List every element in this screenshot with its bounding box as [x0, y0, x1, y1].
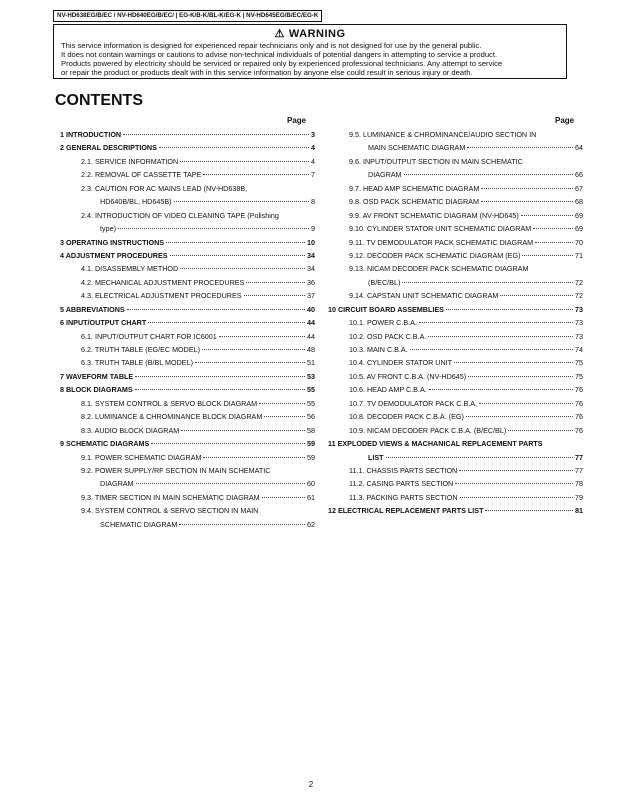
toc-entry-label: 9.8. OSD PACK SCHEMATIC DIAGRAM: [349, 197, 479, 207]
toc-entry-label: 6.1. INPUT/OUTPUT CHART FOR IC6001: [81, 331, 217, 341]
toc-leader-dots: [174, 200, 309, 202]
toc-leader-dots: [500, 294, 573, 296]
toc-leader-dots: [262, 496, 305, 498]
toc-entry-label: 9.5. LUMINANCE & CHROMINANCE/AUDIO SECTION IN: [349, 130, 537, 139]
toc-entry-page: 75: [575, 358, 583, 368]
toc-entry-label: 10.9. NICAM DECODER PACK C.B.A. (B/EC/BL): [349, 425, 507, 435]
toc-entry-label: 7 WAVEFORM TABLE: [60, 371, 134, 381]
toc-entry: [328, 276, 583, 289]
toc-entry: [328, 410, 583, 423]
toc-entry-label: 8 BLOCK DIAGRAMS: [60, 385, 133, 395]
toc-entry-label: 6 INPUT/OUTPUT CHART: [60, 318, 147, 328]
toc-entry-label: 10.4. CYLINDER STATOR UNIT: [349, 358, 453, 368]
toc-entry: [328, 168, 583, 181]
toc-entry-label: 9.14. CAPSTAN UNIT SCHEMATIC DIAGRAM: [349, 291, 499, 301]
toc-leader-dots: [479, 402, 573, 404]
page-number: 2: [308, 780, 314, 789]
toc-entry-page: 48: [307, 345, 315, 354]
toc-entry-page: 77: [575, 465, 583, 475]
toc-entry: [328, 397, 583, 410]
toc-leader-dots: [521, 214, 573, 216]
toc-entry-label: 2.1. SERVICE INFORMATION: [81, 156, 179, 166]
toc-entry-label: 10.1. POWER C.B.A.: [349, 318, 417, 328]
toc-entry-label: 9.3. TIMER SECTION IN MAIN SCHEMATIC DIAGRAM: [81, 492, 260, 502]
toc-entry: [60, 330, 315, 343]
toc-entry: [60, 236, 315, 249]
warning-title: [54, 27, 566, 40]
toc-leader-dots: [533, 227, 573, 229]
toc-leader-dots: [429, 388, 573, 390]
toc-leader-dots: [136, 482, 305, 484]
toc-entry-label: type): [100, 224, 116, 234]
toc-entry: [328, 330, 583, 343]
toc-entry-label: MAIN SCHEMATIC DIAGRAM: [368, 143, 466, 153]
toc-entry-page: 59: [307, 439, 315, 449]
warning-box: [53, 24, 567, 79]
toc-entry: [60, 451, 315, 464]
toc-leader-dots: [219, 335, 305, 337]
toc-entry: [328, 141, 583, 154]
toc-entry: [60, 504, 315, 517]
toc-entry: [60, 155, 315, 168]
toc-entry-label: 9.12. DECODER PACK SCHEMATIC DIAGRAM (EG): [349, 250, 521, 260]
toc-entry: [60, 343, 315, 356]
toc-entry-label: 10.3. MAIN C.B.A.: [349, 345, 408, 354]
toc-entry: [328, 437, 583, 450]
toc-leader-dots: [386, 456, 573, 458]
toc-entry-label: 9.1. POWER SCHEMATIC DIAGRAM: [81, 452, 202, 462]
toc-entry: [328, 128, 583, 141]
warning-title-text: WARNING: [288, 28, 346, 40]
toc-entry: [328, 236, 583, 249]
toc-entry-page: 72: [575, 291, 583, 301]
toc-entry-page: 58: [307, 425, 315, 435]
toc-entry-page: 67: [575, 183, 583, 193]
toc-entry-page: 37: [307, 291, 315, 301]
toc-entry-page: 64: [575, 143, 583, 153]
toc-leader-dots: [404, 173, 573, 175]
toc-leader-dots: [455, 482, 573, 484]
toc-entry: [328, 343, 583, 356]
toc-entry-page: 76: [575, 412, 583, 422]
toc-entry: [60, 209, 315, 222]
toc-entry-label: 6.2. TRUTH TABLE (EG/EC MODEL): [81, 345, 201, 354]
toc-entry-label: 11 EXPLODED VIEWS & MACHANICAL REPLACEMENT PARTS: [328, 439, 543, 449]
toc-entry-label: SCHEMATIC DIAGRAM: [100, 519, 178, 529]
toc-leader-dots: [195, 361, 305, 363]
toc-leader-dots: [535, 241, 573, 243]
toc-leader-dots: [203, 173, 309, 175]
toc-entry-page: 53: [307, 371, 315, 381]
toc-entry: [60, 356, 315, 369]
toc-entry: [60, 410, 315, 423]
toc-entry-page: 69: [575, 210, 583, 220]
toc-entry: [328, 316, 583, 329]
toc-entry-page: 73: [575, 304, 583, 314]
toc-entry-page: 44: [307, 318, 315, 328]
toc-entry-page: 73: [575, 318, 583, 328]
toc-leader-dots: [166, 241, 305, 243]
toc-entry-page: 9: [311, 224, 315, 234]
toc-entry-page: 76: [575, 398, 583, 408]
toc-entry-page: 77: [575, 452, 583, 462]
toc-entry-label: 2.2. REMOVAL OF CASSETTE TAPE: [81, 170, 202, 180]
model-header: NV-HD638EG/B/EC / NV-HD640EG/B/EC/ | EG-K/B-K/BL-K/EG-K | NV-HD645EG/B/EC/EG-K: [53, 10, 322, 22]
page-label-left: Page: [287, 116, 307, 125]
toc-entry-page: 75: [575, 371, 583, 381]
toc-entry: [328, 477, 583, 490]
toc-entry: [60, 437, 315, 450]
toc-entry-page: 59: [307, 452, 315, 462]
toc-entry: [328, 195, 583, 208]
toc-leader-dots: [459, 469, 573, 471]
toc-entry-label: 4.2. MECHANICAL ADJUSTMENT PROCEDURES: [81, 277, 245, 287]
toc-entry-label: 10.7. TV DEMODULATOR PACK C.B.A.: [349, 398, 478, 408]
toc-leader-dots: [508, 429, 573, 431]
toc-entry-page: 34: [307, 264, 315, 274]
contents-title: CONTENTS: [55, 92, 143, 109]
toc-entry-page: 73: [575, 331, 583, 341]
toc-leader-dots: [151, 442, 305, 444]
toc-entry-page: 36: [307, 277, 315, 287]
toc-entry-label: 9.4. SYSTEM CONTROL & SERVO SECTION IN MAIN: [81, 506, 259, 516]
toc-entry-label: 8.3. AUDIO BLOCK DIAGRAM: [81, 425, 180, 435]
toc-entry: [60, 424, 315, 437]
toc-leader-dots: [259, 402, 305, 404]
toc-entry: [328, 155, 583, 168]
toc-entry: [60, 128, 315, 141]
toc-entry-page: 72: [575, 277, 583, 287]
toc-leader-dots: [428, 335, 573, 337]
toc-entry: [328, 303, 583, 316]
toc-entry-page: 76: [575, 425, 583, 435]
toc-entry-page: 74: [575, 345, 583, 354]
toc-entry-label: 4.1. DISASSEMBLY METHOD: [81, 264, 179, 274]
toc-entry: [328, 262, 583, 275]
toc-entry-label: 8.1. SYSTEM CONTROL & SERVO BLOCK DIAGRAM: [81, 398, 258, 408]
toc-leader-dots: [410, 348, 573, 350]
toc-entry: [60, 182, 315, 195]
toc-entry-page: 3: [311, 130, 315, 139]
toc-entry: [60, 262, 315, 275]
toc-entry: [328, 383, 583, 396]
toc-leader-dots: [481, 187, 573, 189]
toc-entry-label: 4.3. ELECTRICAL ADJUSTMENT PROCEDURES: [81, 291, 242, 301]
toc-entry-page: 81: [575, 506, 583, 516]
toc-right-column: [328, 128, 583, 518]
toc-entry-page: 8: [311, 197, 315, 207]
toc-leader-dots: [468, 375, 573, 377]
toc-entry-page: 40: [307, 304, 315, 314]
toc-entry-label: 9.7. HEAD AMP SCHEMATIC DIAGRAM: [349, 183, 480, 193]
toc-entry-label: 4 ADJUSTMENT PROCEDURES: [60, 250, 168, 260]
toc-entry-page: 71: [575, 250, 583, 260]
toc-leader-dots: [460, 496, 573, 498]
toc-leader-dots: [180, 160, 309, 162]
toc-entry-label: 10.6. HEAD AMP C.B.A.: [349, 385, 427, 395]
toc-entry: [328, 491, 583, 504]
warning-text: [61, 41, 502, 77]
toc-entry: [60, 289, 315, 302]
warning-line: or repair the product or products dealt with in this service information by anyone else could result in serious injury or death.: [61, 68, 473, 77]
toc-leader-dots: [481, 200, 573, 202]
toc-entry-label: 6.3. TRUTH TABLE (B/BL MODEL): [81, 358, 193, 368]
toc-entry-label: 11.2. CASING PARTS SECTION: [349, 479, 454, 489]
toc-entry: [60, 195, 315, 208]
toc-entry-label: 12 ELECTRICAL REPLACEMENT PARTS LIST: [328, 506, 484, 516]
toc-entry: [328, 249, 583, 262]
toc-entry: [328, 464, 583, 477]
toc-entry-label: 9.11. TV DEMODULATOR PACK SCHEMATIC DIAGRAM: [349, 237, 534, 247]
toc-entry: [60, 276, 315, 289]
toc-leader-dots: [118, 227, 309, 229]
toc-entry-label: DIAGRAM: [100, 479, 134, 489]
toc-leader-dots: [466, 415, 573, 417]
toc-leader-dots: [485, 509, 573, 511]
toc-entry-page: 79: [575, 492, 583, 502]
toc-leader-dots: [419, 321, 573, 323]
toc-entry-label: 9.9. AV FRONT SCHEMATIC DIAGRAM (NV-HD645): [349, 210, 519, 220]
toc-entry-label: 9.2. POWER SUPPLY/RF SECTION IN MAIN SCHEMATIC: [81, 465, 271, 475]
toc-entry-page: 62: [307, 519, 315, 529]
toc-entry: [60, 383, 315, 396]
toc-left-column: [60, 128, 315, 531]
toc-leader-dots: [244, 294, 305, 296]
toc-entry-label: 9.13. NICAM DECODER PACK SCHEMATIC DIAGRAM: [349, 264, 529, 274]
toc-entry: [60, 249, 315, 262]
toc-entry-page: 7: [311, 170, 315, 180]
toc-entry-label: HD640B/BL, HD645B): [100, 197, 172, 207]
toc-entry-label: DIAGRAM: [368, 170, 402, 180]
toc-entry: [328, 222, 583, 235]
toc-entry-page: 61: [307, 492, 315, 502]
toc-entry-page: 69: [575, 224, 583, 234]
toc-entry-label: 11.1. CHASSIS PARTS SECTION: [349, 465, 458, 475]
toc-entry-label: 9.6. INPUT/OUTPUT SECTION IN MAIN SCHEMATIC: [349, 156, 523, 166]
toc-entry: [60, 316, 315, 329]
toc-entry-page: 10: [307, 237, 315, 247]
toc-leader-dots: [170, 254, 305, 256]
toc-leader-dots: [202, 348, 305, 350]
toc-entry: [328, 209, 583, 222]
toc-entry: [328, 504, 583, 517]
toc-leader-dots: [264, 415, 305, 417]
toc-entry-label: 2.3. CAUTION FOR AC MAINS LEAD (NV-HD638B,: [81, 183, 248, 193]
toc-entry-page: 4: [311, 156, 315, 166]
warning-triangle-icon: ⚠: [274, 28, 285, 40]
toc-entry-page: 66: [575, 170, 583, 180]
toc-leader-dots: [159, 146, 309, 148]
toc-entry-label: 9.10. CYLINDER STATOR UNIT SCHEMATIC DIAGRAM: [349, 224, 532, 234]
toc-leader-dots: [148, 321, 305, 323]
toc-entry-page: 76: [575, 385, 583, 395]
toc-leader-dots: [454, 361, 573, 363]
toc-entry: [60, 477, 315, 490]
page-label-right: Page: [555, 116, 575, 125]
toc-entry-label: LIST: [368, 452, 384, 462]
toc-entry-page: 44: [307, 331, 315, 341]
toc-entry: [60, 491, 315, 504]
toc-entry-label: 10.8. DECODER PACK C.B.A. (EG): [349, 412, 464, 422]
toc-entry: [328, 424, 583, 437]
toc-entry: [60, 303, 315, 316]
toc-leader-dots: [402, 281, 573, 283]
toc-entry-label: 9 SCHEMATIC DIAGRAMS: [60, 439, 150, 449]
toc-leader-dots: [135, 388, 305, 390]
toc-entry: [328, 356, 583, 369]
toc-entry-label: (B/EC/BL): [368, 277, 401, 287]
toc-entry-label: 2.4. INTRODUCTION OF VIDEO CLEANING TAPE (Polishing: [81, 210, 279, 220]
toc-entry-label: 10.5. AV FRONT C.B.A. (NV-HD645): [349, 371, 467, 381]
toc-entry-label: 1 INTRODUCTION: [60, 130, 122, 139]
toc-entry: [60, 397, 315, 410]
toc-entry: [328, 370, 583, 383]
toc-entry-label: 3 OPERATING INSTRUCTIONS: [60, 237, 165, 247]
toc-leader-dots: [180, 267, 305, 269]
toc-entry-page: 55: [307, 385, 315, 395]
toc-leader-dots: [123, 133, 309, 135]
toc-entry-label: 5 ABBREVIATIONS: [60, 304, 125, 314]
toc-entry-page: 56: [307, 412, 315, 422]
toc-entry-page: 51: [307, 358, 315, 368]
warning-line: This service information is designed for experienced repair technicians only and is not designed for use by the general public.: [61, 41, 482, 50]
toc-entry: [60, 370, 315, 383]
toc-entry: [60, 518, 315, 531]
toc-entry: [60, 464, 315, 477]
warning-line: It does not contain warnings or cautions to advise non-technical individuals of potential dangers in attempting to service a product.: [61, 50, 498, 59]
toc-leader-dots: [522, 254, 573, 256]
toc-leader-dots: [135, 375, 305, 377]
toc-entry: [60, 141, 315, 154]
toc-entry: [60, 168, 315, 181]
toc-entry: [328, 182, 583, 195]
toc-entry: [328, 451, 583, 464]
toc-entry-label: 8.2. LUMINANCE & CHROMINANCE BLOCK DIAGRAM: [81, 412, 263, 422]
toc-entry-label: 2 GENERAL DESCRIPTIONS: [60, 143, 157, 153]
toc-leader-dots: [467, 146, 573, 148]
toc-leader-dots: [127, 308, 305, 310]
toc-entry-page: 78: [575, 479, 583, 489]
toc-leader-dots: [181, 429, 305, 431]
toc-entry: [60, 222, 315, 235]
toc-entry-page: 55: [307, 398, 315, 408]
toc-entry-page: 34: [307, 250, 315, 260]
warning-line: Products powered by electricity should be serviced or repaired only by experienced professional technicians. Any attempt to service: [61, 59, 503, 68]
toc-entry-label: 10 CIRCUIT BOARD ASSEMBLIES: [328, 304, 444, 314]
toc-leader-dots: [203, 456, 305, 458]
toc-entry: [328, 289, 583, 302]
toc-entry-page: 68: [575, 197, 583, 207]
toc-leader-dots: [179, 523, 305, 525]
toc-entry-page: 60: [307, 479, 315, 489]
toc-entry-page: 4: [311, 143, 315, 153]
toc-leader-dots: [446, 308, 573, 310]
toc-entry-label: 10.2. OSD PACK C.B.A.: [349, 331, 427, 341]
toc-leader-dots: [246, 281, 305, 283]
toc-entry-page: 70: [575, 237, 583, 247]
toc-entry-label: 11.3. PACKING PARTS SECTION: [349, 492, 458, 502]
